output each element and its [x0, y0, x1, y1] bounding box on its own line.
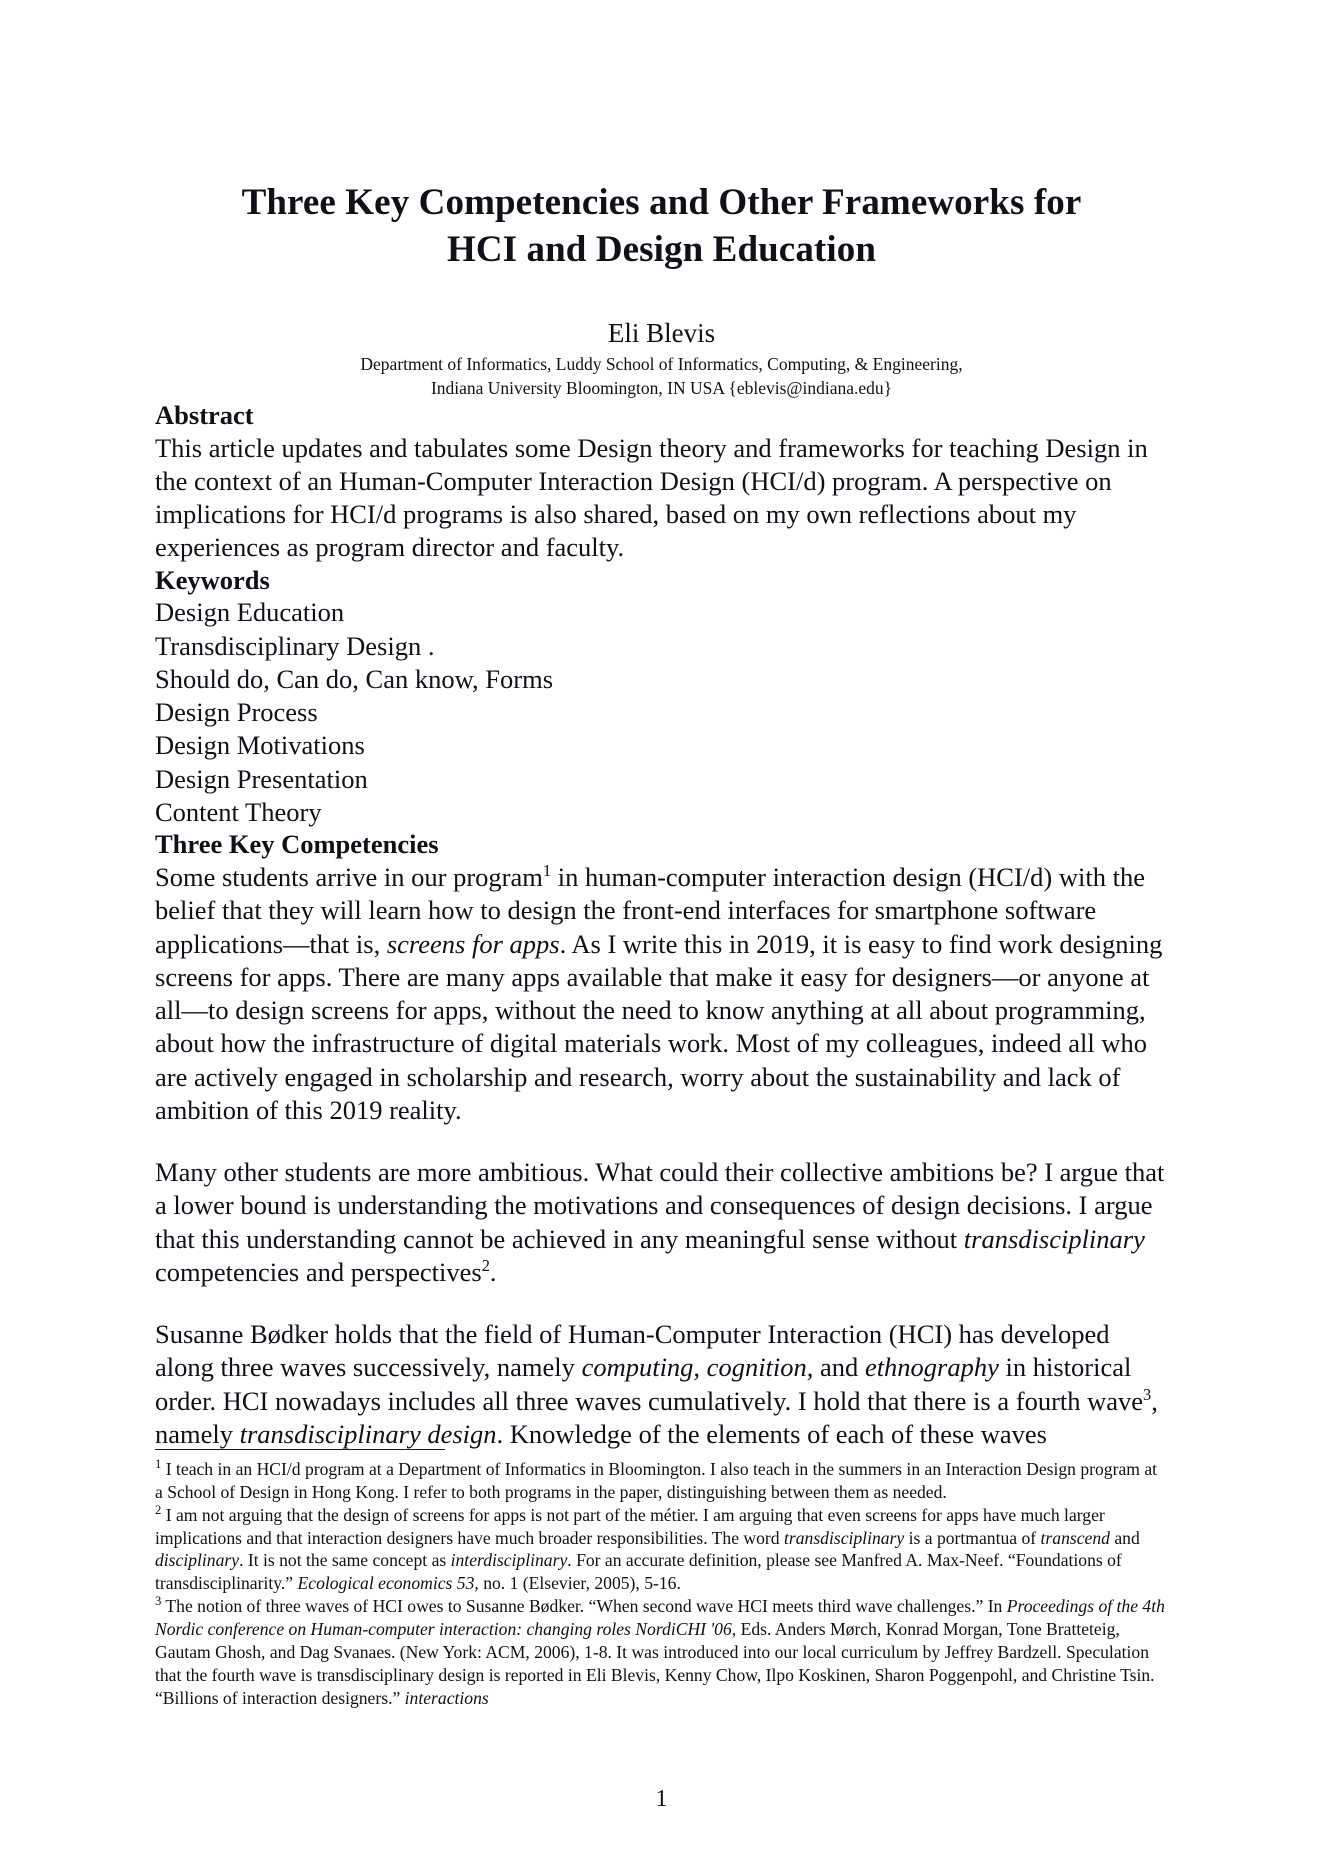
- footnote-2-text-e: . For an accurate definition, please see Manfred A. Max-Neef. “Foundations of transdisciplinarity.”: [155, 1550, 1122, 1594]
- par3-text-e: . Knowledge of the elements of each of these waves: [496, 1418, 1047, 1449]
- footnote-2-text-a: I am not arguing that the design of screens for apps is not part of the métier. I am arguing that even screens for apps have much larger implications and that interaction designers have much broader responsibilities. The word: [155, 1504, 1105, 1548]
- body-paragraph-1: [155, 861, 1168, 1127]
- footnote-3-italic-proceedings: Proceedings of the 4th Nordic conference on Human-computer interaction: changing roles NordiCHI '06: [155, 1596, 1165, 1640]
- footnote-1-text: I teach in an HCI/d program at a Department of Informatics in Bloomington. I also teach in the summers in an Interaction Design program at a School of Design in Hong Kong. I refer to both programs in the paper, distinguishing between them as needed.: [155, 1459, 1158, 1502]
- footnote-marker-2: 2: [155, 1502, 162, 1517]
- title-line-2: HCI and Design Education: [446, 228, 877, 270]
- par3-text-c: in historical order. HCI nowadays includes all three waves cumulatively. I hold that there is a fourth wave: [155, 1352, 1144, 1416]
- keyword-item: Should do, Can do, Can know, Forms: [155, 663, 554, 694]
- par2-text-a: Many other students are more ambitious. What could their collective ambitions be? I argue that a lower bound is understanding the motivations and consequences of design decisions. I argue that this understanding cannot be achieved in any meaningful sense without: [155, 1157, 1165, 1254]
- par2-text-c: .: [489, 1256, 497, 1287]
- keyword-item: Design Education: [155, 597, 345, 628]
- par1-text-c: . As I write this in 2019, it is easy to find work designing screens for apps. There are many apps available that make it easy for designers—or anyone at all—to design screens for apps, without the need to know anything at all about programming, about how the infrastructure of digital materials work. Most of my colleagues, indeed all who are actively engaged in scholarship and research, worry about the sustainability and lack of ambition of this 2019 reality.: [155, 928, 1163, 1125]
- keyword-item: Design Process: [155, 697, 318, 728]
- footnote-2-text-d: . It is not the same concept as: [239, 1550, 451, 1571]
- page-content: [155, 0, 1168, 1451]
- footnote-ref-1[interactable]: 1: [542, 861, 552, 881]
- par3-text-b: and: [813, 1352, 865, 1383]
- par3-text-d: , namely: [155, 1385, 1158, 1449]
- footnote-3-text-b: , Eds. Anders Mørch, Konrad Morgan, Tone Bratteteig, Gautam Ghosh, and Dag Svanaes. (New York: ACM, 2006), 1-8. It was introduced into our local curriculum by Jeffrey Bardzell. Speculation that the fourth wave is transdisciplinary design is reported in Eli Blevis, Kenny Chow, Ilpo Koskinen, Sharon Poggenpohl, and Christine Tsin. “Billions of interaction designers.”: [155, 1619, 1155, 1708]
- page-title: [155, 0, 1168, 274]
- par2-text-b: competencies and perspectives: [155, 1256, 482, 1287]
- footnote-2-text-b: is a portmantua of: [904, 1527, 1041, 1548]
- keyword-item: Design Presentation: [155, 763, 368, 794]
- author-name: Eli Blevis: [607, 317, 716, 348]
- abstract-heading: Abstract: [155, 399, 254, 430]
- affiliation-line-1: Department of Informatics, Luddy School of Informatics, Computing, & Engineering,: [360, 354, 963, 375]
- footnote-2-italic-transcend: transcend: [1040, 1527, 1110, 1548]
- footnotes-area: [155, 1449, 1168, 1709]
- par3-text-a: Susanne Bødker holds that the field of Human-Computer Interaction (HCI) has developed along three waves successively, namely: [155, 1319, 1110, 1383]
- footnote-2-italic-interdisciplinary: interdisciplinary: [450, 1550, 568, 1571]
- footnote-2-italic-journal: Ecological economics 53: [297, 1573, 475, 1594]
- keyword-item: Design Motivations: [155, 730, 365, 761]
- page-number: 1: [655, 1786, 668, 1812]
- footnote-separator-rule: [155, 1449, 445, 1450]
- keywords-list: [155, 596, 1168, 829]
- footnote-3-text-a: The notion of three waves of HCI owes to Susanne Bødker. “When second wave HCI meets third wave challenges.” In: [165, 1596, 1007, 1617]
- footnote-marker-1: 1: [155, 1457, 162, 1472]
- footnote-2-text-f: , no. 1 (Elsevier, 2005), 5-16.: [474, 1573, 681, 1594]
- par3-italic-computing-cognition: computing, cognition,: [581, 1352, 814, 1383]
- footnote-2-italic-disciplinary: disciplinary: [155, 1550, 240, 1571]
- footnote-2-text-c: and: [1109, 1527, 1140, 1548]
- footnote-3: [155, 1595, 1168, 1709]
- footnote-1: [155, 1458, 1168, 1504]
- par3-italic-transdisciplinary-design: transdisciplinary design: [239, 1418, 497, 1449]
- par1-text-b: in human-computer interaction design (HCI/d) with the belief that they will learn how to design the front-end interfaces for smartphone software applications—that is,: [155, 862, 1145, 959]
- par1-text-a: Some students arrive in our program: [155, 862, 543, 893]
- footnote-ref-2[interactable]: 2: [481, 1255, 490, 1275]
- section-heading-three-key-competencies: Three Key Competencies: [155, 829, 439, 860]
- keywords-heading: Keywords: [155, 564, 270, 595]
- footnote-ref-3[interactable]: 3: [1143, 1384, 1152, 1404]
- footnote-marker-3: 3: [155, 1594, 162, 1609]
- footnote-2: [155, 1504, 1168, 1595]
- keyword-item: Transdisciplinary Design .: [155, 630, 435, 661]
- author-affiliation: [155, 353, 1168, 400]
- body-paragraph-3: [155, 1318, 1168, 1451]
- abstract-text: This article updates and tabulates some Design theory and frameworks for teaching Design in the context of an Human-Computer Interaction Design (HCI/d) program. A perspective on implications for HCI/d programs is also shared, based on my own reflections about my experiences as program director and faculty.: [155, 432, 1148, 563]
- body-paragraph-2: [155, 1156, 1168, 1289]
- par3-italic-ethnography: ethnography: [864, 1352, 999, 1383]
- par1-italic-screens-for-apps: screens for apps: [386, 928, 560, 959]
- par2-italic-transdisciplinary: transdisciplinary: [963, 1223, 1145, 1254]
- footnote-2-italic-transdisciplinary: transdisciplinary: [783, 1527, 905, 1548]
- footnote-3-italic-interactions: interactions: [404, 1687, 489, 1708]
- title-line-1: Three Key Competencies and Other Frameworks for: [241, 182, 1082, 223]
- affiliation-line-2: Indiana University Bloomington, IN USA {eblevis@indiana.edu}: [430, 377, 893, 398]
- keyword-item: Content Theory: [155, 796, 322, 827]
